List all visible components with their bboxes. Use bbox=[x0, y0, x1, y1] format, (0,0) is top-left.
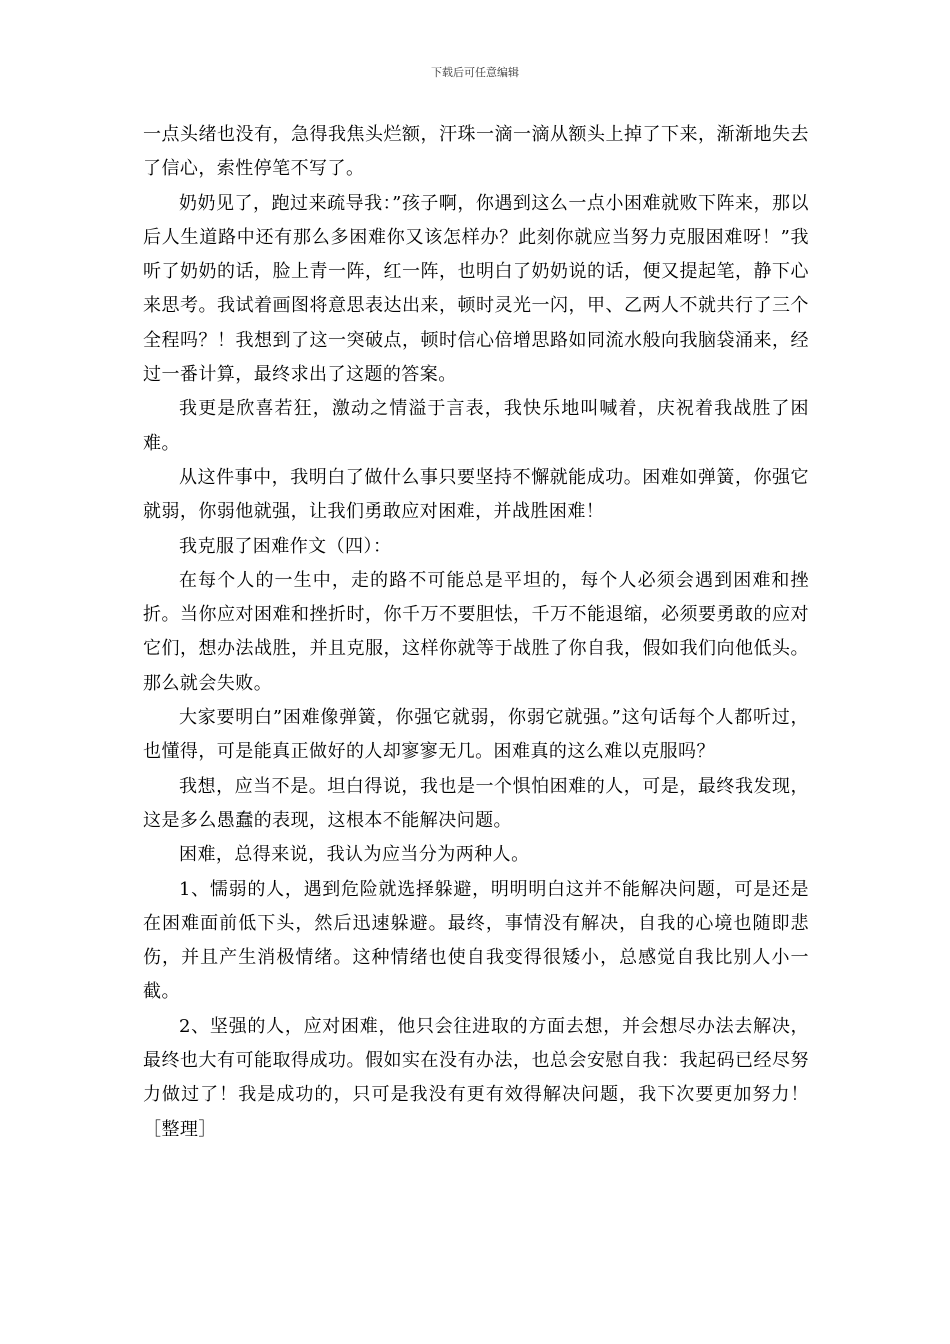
paragraph: 在每个人的一生中，走的路不可能总是平坦的，每个人必须会遇到困难和挫折。当你应对困难和挫折时，你千万不要胆怯，千万不能退缩，必须要勇敢的应对它们，想办法战胜，并且克服，这样你就等于战胜了你自我，假如我们向他低头。那么就会失败。 bbox=[143, 569, 809, 694]
section-title: 我克服了困难作文（四）： bbox=[179, 535, 392, 557]
paragraph: 一点头绪也没有，急得我焦头烂额，汗珠一滴一滴从额头上掉了下来，渐渐地失去了信心，索性停笔不写了。 bbox=[143, 124, 809, 180]
paragraph: 我更是欣喜若狂，激动之情溢于言表，我快乐地叫喊着，庆祝着我战胜了困难。 bbox=[143, 398, 809, 454]
document-body bbox=[143, 118, 809, 1147]
page-header: 下载后可任意编辑 bbox=[431, 66, 519, 79]
paragraph: 奶奶见了，跑过来疏导我：”孩子啊，你遇到这么一点小困难就败下阵来，那以后人生道路中还有那么多困难你又该怎样办？此刻你就应当努力克服困难呀！”我听了奶奶的话，脸上青一阵，红一阵，也明白了奶奶说的话，便又提起笔，静下心来思考。我试着画图将意思表达出来，顿时灵光一闪，甲、乙两人不就共行了三个全程吗？！我想到了这一突破点，顿时信心倍增思路如同流水般向我脑袋涌来，经过一番计算，最终求出了这题的答案。 bbox=[143, 192, 809, 386]
list-item-paragraph: 2、坚强的人，应对困难，他只会往进取的方面去想，并会想尽办法去解决，最终也大有可能取得成功。假如实在没有办法，也总会安慰自我：我起码已经尽努力做过了！我是成功的，只可是我没有更有效得解决问题，我下次要更加努力！［整理］ bbox=[143, 1015, 809, 1140]
paragraph: 困难，总得来说，我认为应当分为两种人。 bbox=[179, 844, 530, 866]
paragraph: 我想，应当不是。坦白得说，我也是一个惧怕困难的人，可是，最终我发现，这是多么愚蠢的表现，这根本不能解决问题。 bbox=[143, 775, 809, 831]
paragraph: 从这件事中，我明白了做什么事只要坚持不懈就能成功。困难如弹簧，你强它就弱，你弱他就强，让我们勇敢应对困难，并战胜困难！ bbox=[143, 466, 809, 523]
paragraph: 大家要明白”困难像弹簧，你强它就弱，你弱它就强。”这句话每个人都听过，也懂得，可是能真正做好的人却寥寥无几。困难真的这么难以克服吗？ bbox=[143, 707, 809, 763]
list-item-paragraph: 1、懦弱的人，遇到危险就选择躲避，明明明白这并不能解决问题，可是还是在困难面前低下头，然后迅速躲避。最终，事情没有解决，自我的心境也随即悲伤，并且产生消极情绪。这种情绪也使自我变得很矮小，总感觉自我比别人小一截。 bbox=[143, 878, 809, 1003]
